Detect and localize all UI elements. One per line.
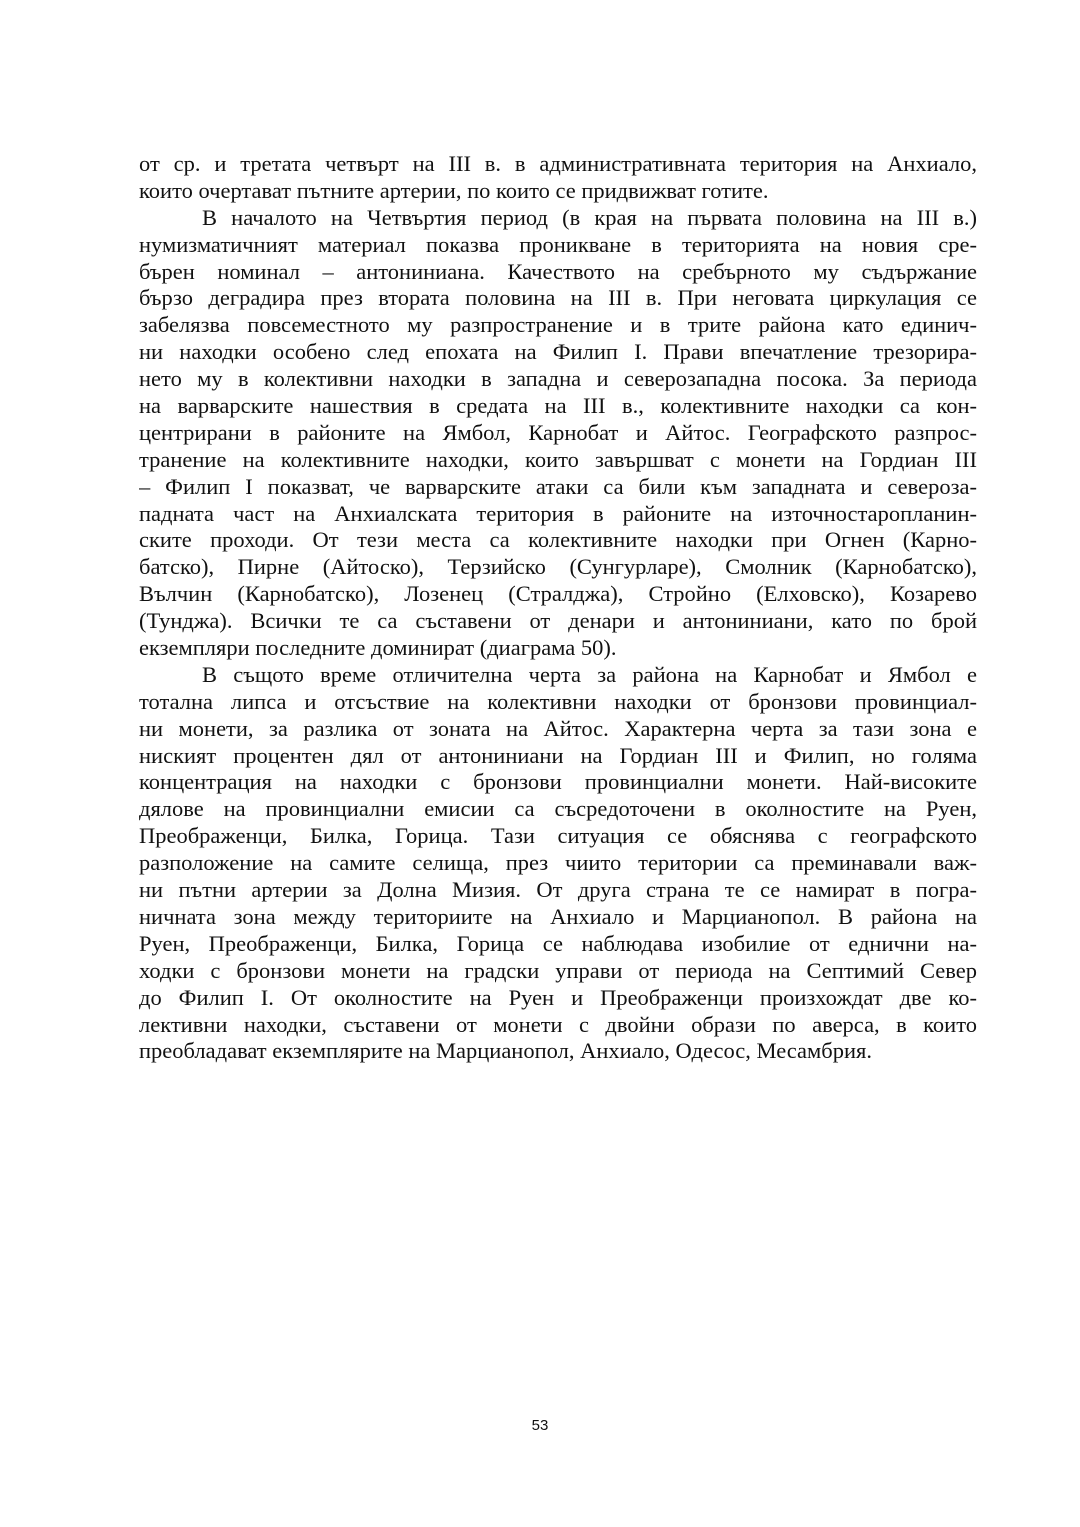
text-line: – Филип I показват, че варварските атаки са били към западната и североза-: [139, 473, 977, 499]
text-line: преобладават екземплярите на Марцианопол, Анхиало, Одесос, Месамбрия.: [139, 1038, 872, 1064]
text-line: нумизматичният материал показва проникване в територията на новия сре-: [139, 231, 977, 257]
text-line: лективни находки, съставени от монети с двойни образи по аверса, в които: [139, 1011, 977, 1037]
text-line: В началото на Четвъртия период (в края на първата половина на III в.): [202, 204, 977, 230]
text-line: транение на колективните находки, които завършват с монети на Гордиан III: [139, 446, 977, 472]
page-body: [139, 151, 977, 1065]
text-line: забелязва повсеместното му разпространение и в трите района като единич-: [139, 312, 977, 338]
text-line: разположение на самите селища, през чиито територии са преминавали важ-: [139, 850, 977, 876]
text-line: Руен, Преображенци, Билка, Горица се наблюдава изобилие от еднични на-: [139, 930, 977, 956]
text-line: падната част на Анхиалската територия в районите на източностаропланин-: [139, 500, 977, 526]
text-line: центрирани в районите на Ямбол, Карнобат и Айтос. Географското разпрос-: [139, 419, 977, 445]
text-line: до Филип I. От околностите на Руен и Преображенци произхождат две ко-: [139, 984, 977, 1010]
text-line: ските проходи. От тези места са колективните находки при Огнен (Карно-: [139, 527, 977, 553]
text-line: батско), Пирне (Айтоско), Терзийско (Сунгурларе), Смолник (Карнобатско),: [139, 554, 977, 580]
paragraph-1: [139, 151, 977, 205]
text-line: ходки с бронзови монети на градски управи от периода на Септимий Север: [139, 957, 977, 983]
text-line: Вълчин (Карнобатско), Лозенец (Стралджа), Стройно (Елховско), Козарево: [139, 581, 977, 607]
text-line: нето му в колективни находки в западна и северозападна посока. За периода: [139, 366, 977, 392]
text-line: дялове на провинциални емисии са съсредоточени в околностите на Руен,: [139, 796, 977, 822]
text-line: ниският процентен дял от антониниани на Гордиан III и Филип, но голяма: [139, 742, 977, 768]
text-line: Преображенци, Билка, Горица. Тази ситуация се обяснява с географското: [139, 823, 977, 849]
text-line: бързо деградира през втората половина на III в. При неговата циркулация се: [139, 285, 977, 311]
text-line: от ср. и третата четвърт на III в. в административната територия на Анхиало,: [139, 151, 977, 176]
text-line: В същото време отличителна черта за района на Карнобат и Ямбол е: [202, 661, 977, 687]
text-line: на варварските нашествия в средата на III в., колективните находки са кон-: [139, 393, 977, 419]
text-line: ни пътни артерии за Долна Мизия. От друга страна те се намират в погра-: [139, 877, 977, 903]
text-line: ни монети, за разлика от зоната на Айтос. Характерна черта за тази зона е: [139, 715, 977, 741]
paragraph-3: [139, 662, 977, 1065]
text-line: екземпляри последните доминират (диаграма 50).: [139, 635, 617, 661]
paragraph-2: [139, 205, 977, 662]
text-line: които очертават пътните артерии, по които се придвижват готите.: [139, 177, 769, 203]
text-line: ни находки особено след епохата на Филип I. Прави впечатление трезорира-: [139, 339, 977, 365]
text-line: концентрация на находки с бронзови провинциални монети. Най-високите: [139, 769, 977, 795]
text-line: тотална липса и отсъствие на колективни находки от бронзови провинциал-: [139, 688, 977, 714]
text-line: ничната зона между териториите на Анхиало и Марцианопол. В района на: [139, 903, 977, 929]
text-line: (Тунджа). Всички те са съставени от денари и антониниани, като по брой: [139, 608, 977, 634]
page-number: 53: [531, 1417, 549, 1434]
text-line: бърен номинал – антониниана. Качеството на сребърното му съдържание: [139, 258, 977, 284]
